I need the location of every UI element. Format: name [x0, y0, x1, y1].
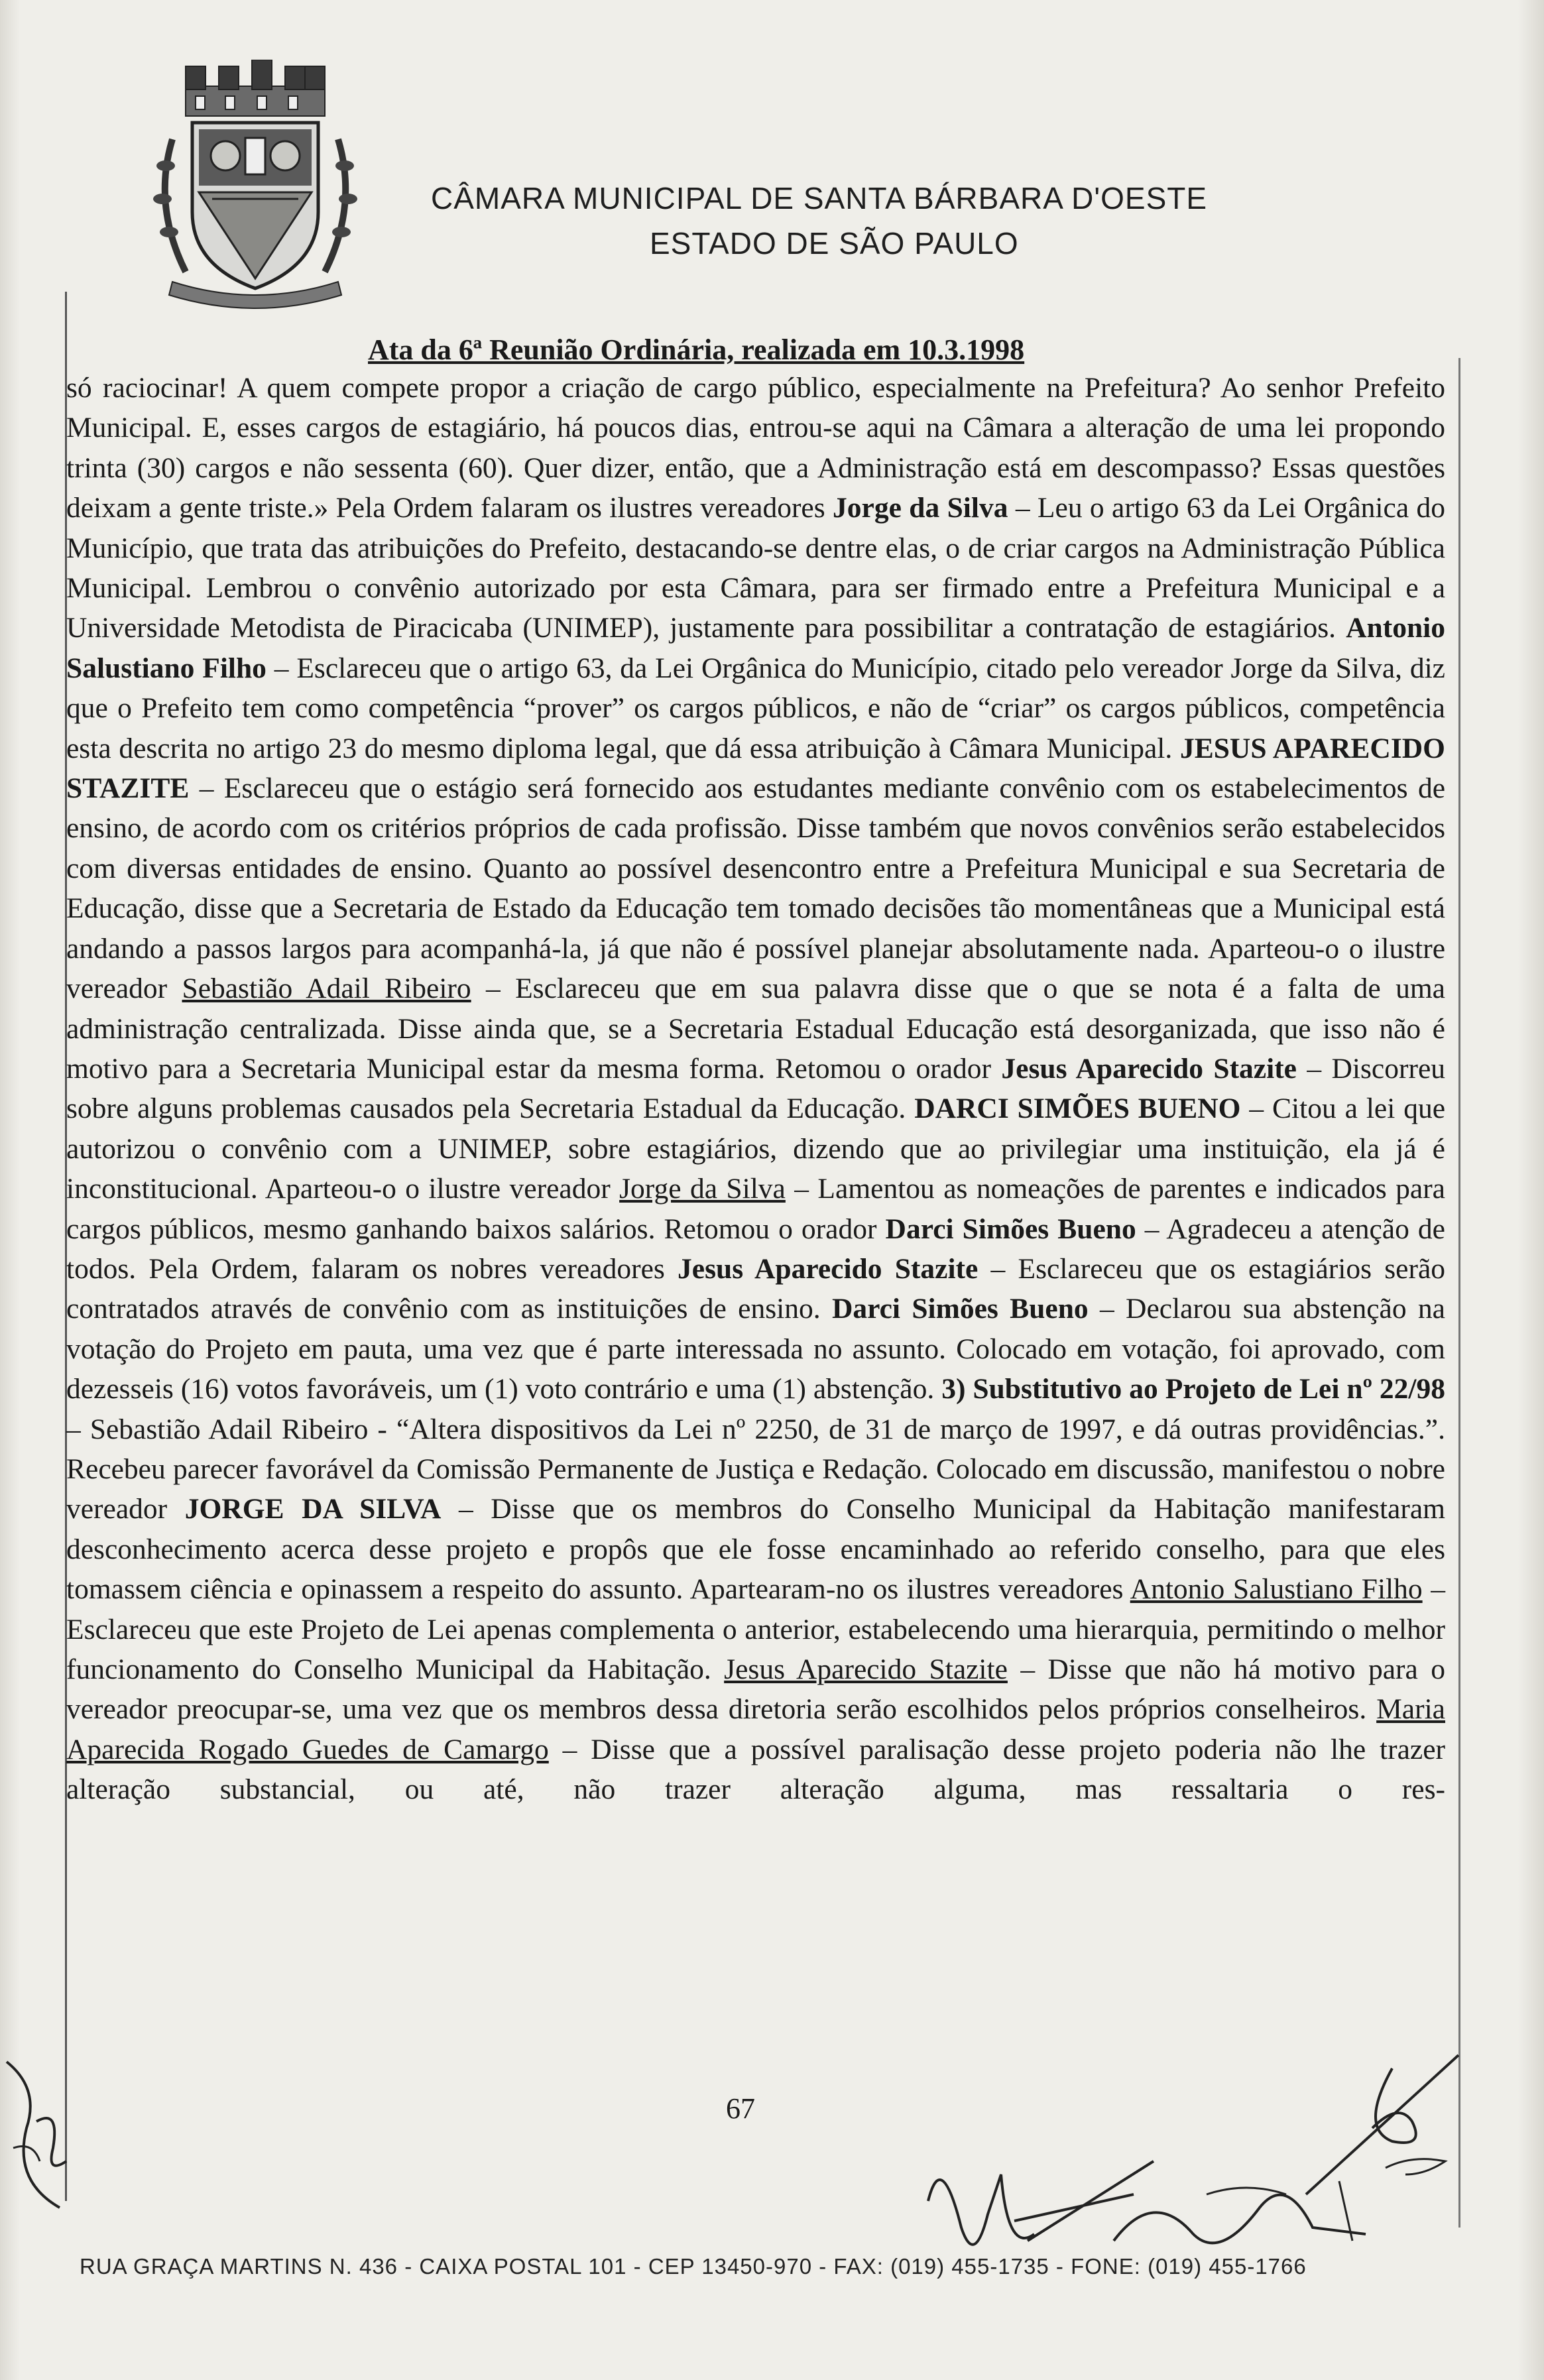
speaker-name-bold: Antonio Salustiano Filho: [66, 612, 1445, 684]
coat-of-arms-icon: [146, 60, 365, 312]
speaker-name-bold: Jesus Aparecido Stazite: [678, 1252, 979, 1285]
minutes-text-segment: – Disse que não há motivo para o vereador preocupar-se, uma vez que os membros dessa diretoria serão escolhidos pelos próprios conselheiros.: [66, 1653, 1445, 1726]
minutes-text-segment: – Esclareceu que este Projeto de Lei apenas complementa o anterior, estabelecendo uma hierarquia, permitindo o melhor funcionamento do Conselho Municipal da Habitação.: [66, 1573, 1446, 1685]
institution-subtitle: ESTADO DE SÃO PAULO: [650, 226, 1019, 261]
right-margin-rule: [1458, 358, 1460, 2228]
minutes-text-segment: – Leu o artigo 63 da Lei Orgânica do Município, que trata das atribuições do Prefeito, destacando-se dentre elas, o de criar cargos na Administração Pública Municipal. Lembrou o convênio autorizado por esta Câmara, para ser firmado entre a Prefeitura Municipal e a Universidade Metodista de Piracicaba (UNIMEP), justamente para possibilitar a contratação de estagiários.: [66, 492, 1445, 644]
speaker-name-bold: Jesus Aparecido Stazite: [1001, 1052, 1297, 1085]
minutes-text-segment: – Discorreu sobre alguns problemas causados pela Secretaria Estadual da Educação.: [66, 1052, 1446, 1125]
minutes-text-segment: – Sebastião Adail Ribeiro - “Altera dispositivos da Lei nº 2250, de 31 de março de 1997, e dá outras providências.”. Recebeu parecer favorável da Comissão Permanente de Justiça e Redação. Colocado em discussão, manifestou o nobre vereador: [66, 1413, 1445, 1525]
speaker-name-underlined: Sebastião Adail Ribeiro: [182, 973, 471, 1005]
speaker-name-bold: 3) Substitutivo ao Projeto de Lei nº 22/98: [941, 1373, 1445, 1405]
minutes-text-segment: – Lamentou as nomeações de parentes e indicados para cargos públicos, mesmo ganhando baixos salários. Retomou o orador: [66, 1173, 1445, 1245]
minutes-text-segment: – Agradeceu a atenção de todos. Pela Ordem, falaram os nobres vereadores: [66, 1213, 1445, 1285]
minutes-text-segment: só raciocinar! A quem compete propor a criação de cargo público, especialmente na Prefeitura? Ao senhor Prefeito Municipal. E, esses cargos de estagiário, há poucos dias, entrou-se aqui na Câmara a alteração de uma lei propondo trinta (30) cargos e não sessenta (60). Quer dizer, então, que a Administração está em descompasso? Essas questões deixam a gente triste.» Pela Ordem falaram os ilustres vereadores: [66, 372, 1445, 524]
minutes-text-segment: – Esclareceu que o estágio será fornecido aos estudantes mediante convênio com os estabelecimentos de ensino, de acordo com os critérios próprios de cada profissão. Disse também que novos convênios serão estabelecidos com diversas entidades de ensino. Quanto ao possível desencontro entre a Prefeitura Municipal e sua Secretaria de Educação, disse que a Secretaria de Estado da Educação tem tomado decisões tão momentâneas que a Municipal está andando a passos largos para acompanhá-la, já que não é possível planejar absolutamente nada. Aparteou-o o ilustre vereador: [66, 772, 1445, 1005]
minutes-text-segment: – Citou a lei que autorizou o convênio com a UNIMEP, sobre estagiários, dizendo que ao privilegiar uma instituição, ela já é inconstitucional. Aparteou-o o ilustre vereador: [66, 1093, 1445, 1205]
footer-address: RUA GRAÇA MARTINS N. 436 - CAIXA POSTAL 101 - CEP 13450-970 - FAX: (019) 455-1735 - FONE: (019) 455-1766: [80, 2254, 1307, 2279]
minutes-text-segment: – Declarou sua abstenção na votação do Projeto em pauta, uma vez que é parte interessada no assunto. Colocado em votação, foi aprovado, com dezesseis (16) votos favoráveis, um (1) voto contrário e uma (1) abstenção.: [66, 1293, 1445, 1405]
minutes-text-segment: – Esclareceu que em sua palavra disse que o que se nota é a falta de uma administração centralizada. Disse ainda que, se a Secretaria Estadual Educação está desorganizada, que isso não é motivo para a Secretaria Municipal estar da mesma forma. Retomou o orador: [66, 973, 1445, 1085]
speaker-name-bold: Jorge da Silva: [833, 492, 1008, 524]
speaker-name-bold: DARCI SIMÕES BUENO: [914, 1093, 1241, 1125]
speaker-name-bold: JESUS APARECIDO STAZITE: [66, 732, 1445, 805]
speaker-name-bold: JORGE DA SILVA: [184, 1493, 442, 1525]
minutes-body-text: [66, 368, 1445, 1810]
meeting-title: Ata da 6ª Reunião Ordinária, realizada em 10.3.1998: [368, 333, 1025, 366]
speaker-name-bold: Darci Simões Bueno: [831, 1293, 1089, 1325]
speaker-name-underlined: Maria Aparecida Rogado Guedes de Camargo: [66, 1693, 1445, 1765]
speaker-name-underlined: Jesus Aparecido Stazite: [724, 1653, 1008, 1685]
speaker-name-underlined: Antonio Salustiano Filho: [1130, 1573, 1423, 1606]
page-number: 67: [726, 2092, 755, 2125]
minutes-text-segment: – Esclareceu que os estagiários serão contratados através de convênio com as instituições de ensino.: [66, 1252, 1446, 1325]
minutes-text-segment: – Esclareceu que o artigo 63, da Lei Orgânica do Município, citado pelo vereador Jorge da Silva, diz que o Prefeito tem como competência “prover” os cargos públicos, e não de “criar” os cargos públicos, competência esta descrita no artigo 23 do mesmo diploma legal, que dá essa atribuição à Câmara Municipal.: [66, 652, 1445, 764]
minutes-text-segment: – Disse que a possível paralisação desse projeto poderia não lhe trazer alteração substancial, ou até, não trazer alteração alguma, mas ressaltaria o res-: [66, 1733, 1445, 1806]
speaker-name-underlined: Jorge da Silva: [619, 1173, 786, 1205]
institution-title: CÂMARA MUNICIPAL DE SANTA BÁRBARA D'OESTE: [431, 181, 1208, 215]
speaker-name-bold: Darci Simões Bueno: [885, 1213, 1136, 1245]
signature-left-margin: [0, 2049, 80, 2221]
minutes-text-segment: – Disse que os membros do Conselho Municipal da Habitação manifestaram desconhecimento acerca desse projeto e propôs que ele fosse encaminhado ao referido conselho, para que eles tomassem ciência e opinassem a respeito do assunto. Apartearam-no os ilustres vereadores: [66, 1493, 1445, 1606]
